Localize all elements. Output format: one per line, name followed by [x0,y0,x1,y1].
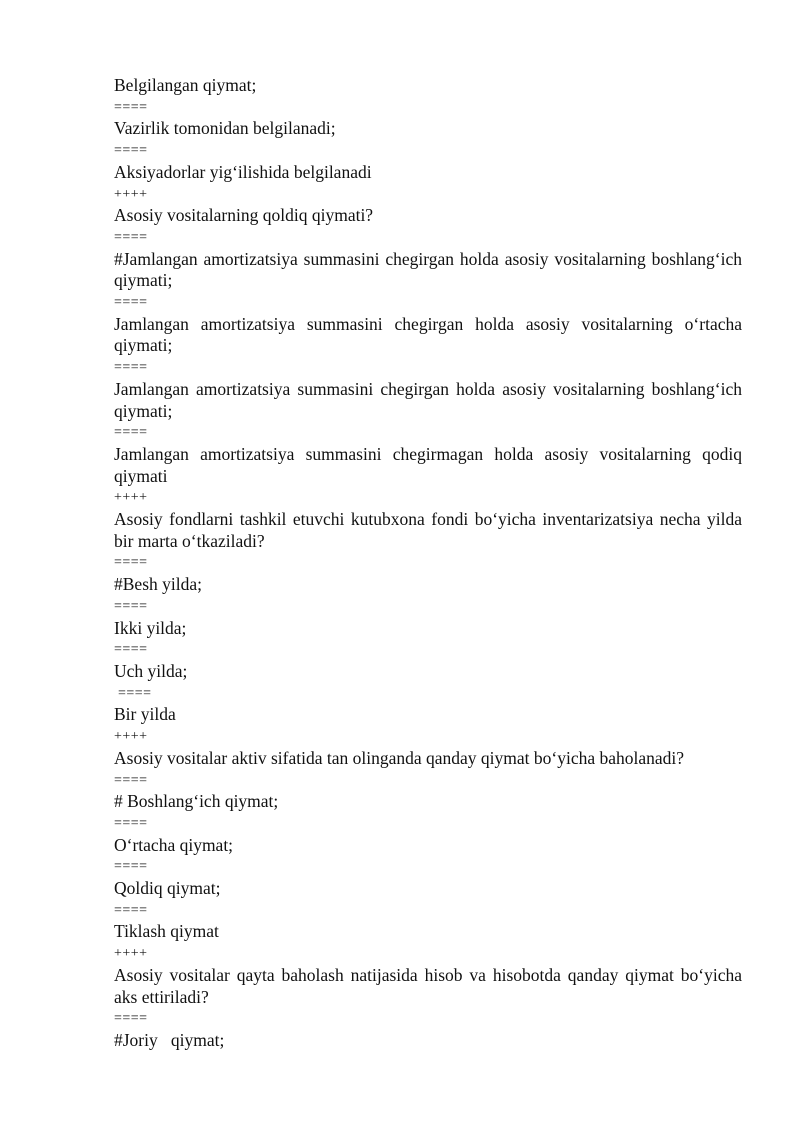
question-separator: ++++ [114,946,148,962]
separator-line: ==== [114,902,148,918]
separator-line: ==== [114,143,148,159]
answer-option: Tiklash qiymat [114,921,219,942]
question-separator: ++++ [114,729,148,745]
separator-line: ==== [114,685,152,701]
answer-correct: # Boshlang‘ich qiymat; [114,791,279,812]
text-line: Aksiyadorlar yig‘ilishida belgilanadi [114,161,372,182]
document-page [114,75,747,1052]
separator-line: ==== [114,425,148,441]
separator-line: ==== [114,772,148,788]
separator-line: ==== [114,598,148,614]
question-text: Asosiy vositalar qayta baholash natijasida hisob va hisobotda qanday qiymat bo‘yicha aks ettiriladi? [114,964,747,1007]
answer-option: Jamlangan amortizatsiya summasini chegirgan holda asosiy vositalarning o‘rtacha qiymati; [114,313,747,356]
question-separator: ++++ [114,186,148,202]
separator-line: ==== [114,1011,148,1027]
answer-correct: #Jamlangan amortizatsiya summasini chegirgan holda asosiy vositalarning boshlang‘ich qiymati; [114,248,747,291]
separator-line: ==== [114,555,148,571]
answer-correct: #Joriy qiymat; [114,1029,225,1050]
question-text: Asosiy vositalarning qoldiq qiymati? [114,205,374,226]
answer-option: O‘rtacha qiymat; [114,834,234,855]
separator-line: ==== [114,99,148,115]
text-line: Vazirlik tomonidan belgilanadi; [114,118,336,139]
question-text: Asosiy vositalar aktiv sifatida tan olinganda qanday qiymat bo‘yicha baholanadi? [114,747,685,768]
answer-option: Qoldiq qiymat; [114,878,221,899]
answer-option: Ikki yilda; [114,617,187,638]
text-line: Belgilangan qiymat; [114,75,257,95]
separator-line: ==== [114,859,148,875]
answer-option: Bir yilda [114,704,176,725]
separator-line: ==== [114,295,148,311]
question-separator: ++++ [114,490,148,506]
answer-option: Jamlangan amortizatsiya summasini chegirmagan holda asosiy vositalarning qodiq qiymati [114,443,747,486]
separator-line: ==== [114,815,148,831]
separator-line: ==== [114,360,148,376]
separator-line: ==== [114,642,148,658]
question-text: Asosiy fondlarni tashkil etuvchi kutubxona fondi bo‘yicha inventarizatsiya necha yilda bir marta o‘tkaziladi? [114,509,747,551]
answer-option: Jamlangan amortizatsiya summasini chegirgan holda asosiy vositalarning boshlang‘ich qiymati; [114,378,747,421]
answer-correct: #Besh yilda; [114,574,202,595]
separator-line: ==== [114,229,148,245]
answer-option: Uch yilda; [114,660,188,681]
